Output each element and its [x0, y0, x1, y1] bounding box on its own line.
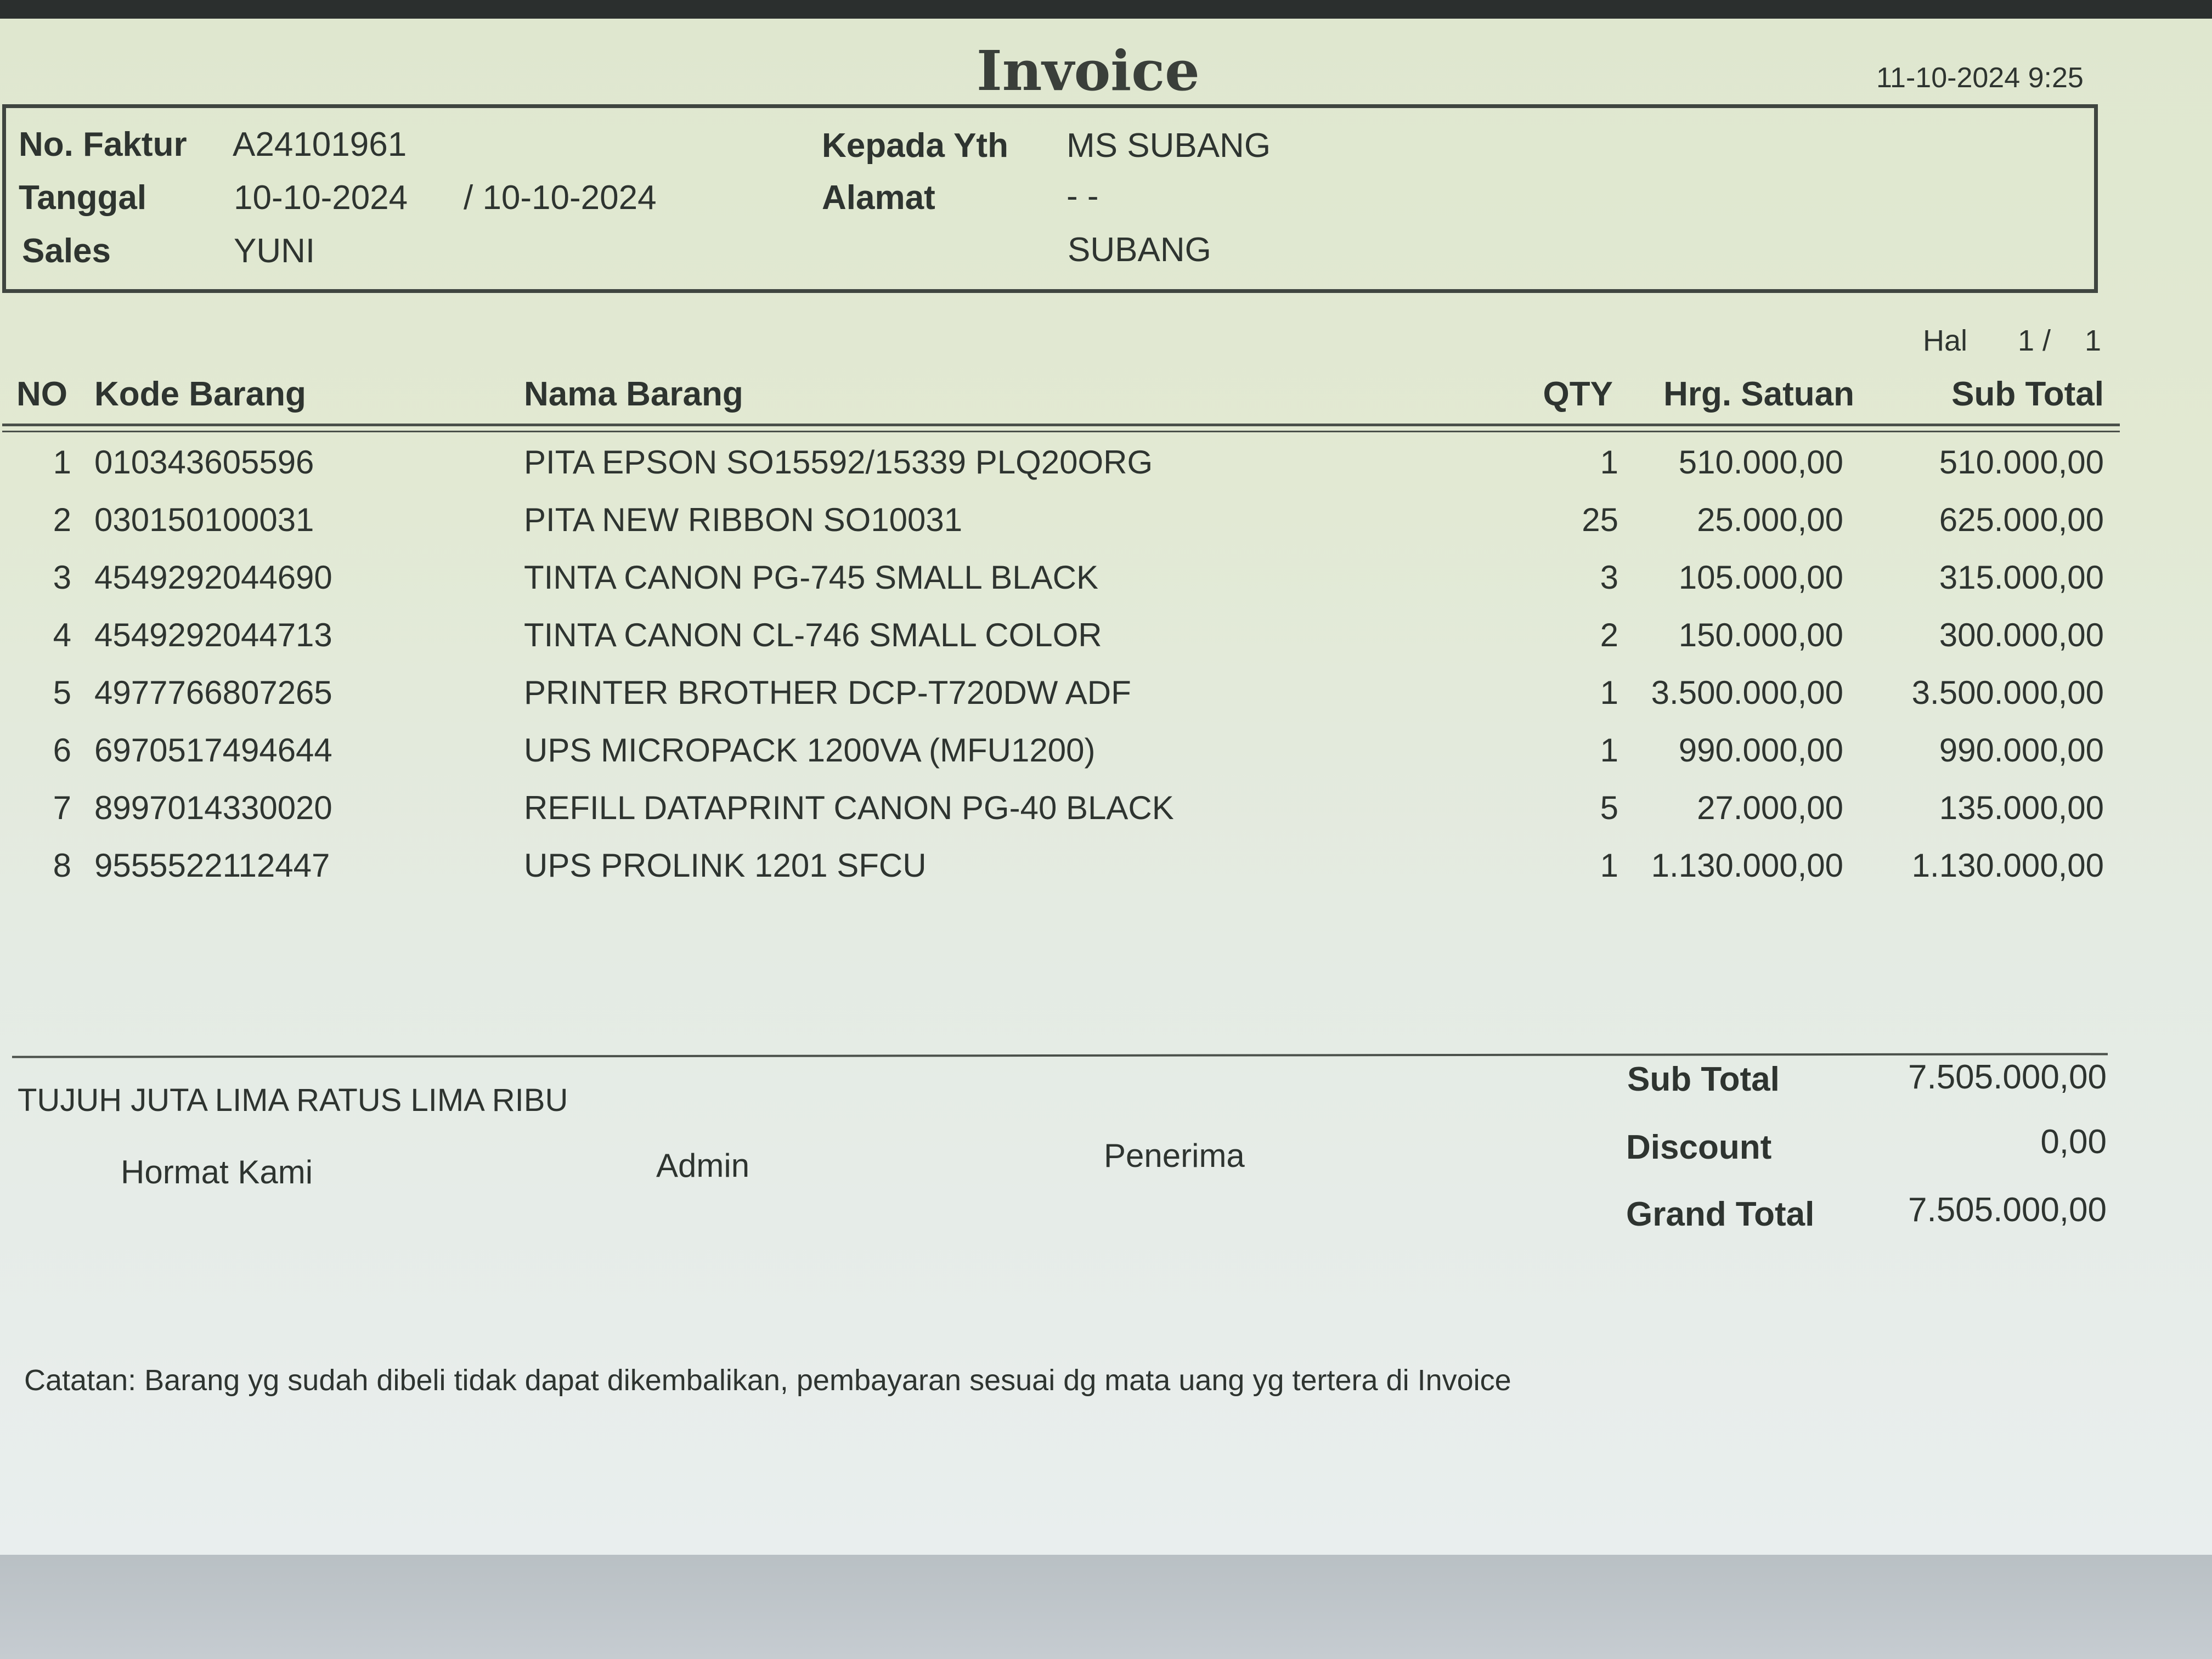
row-no: 2: [53, 501, 71, 538]
signature-admin: Admin: [656, 1147, 750, 1184]
row-harga-satuan: 1.130.000,00: [1651, 847, 1843, 884]
row-nama-barang: TINTA CANON PG-745 SMALL BLACK: [524, 559, 1098, 596]
kepada-yth-label: Kepada Yth: [822, 127, 1008, 165]
row-kode-barang: 8997014330020: [94, 789, 332, 826]
row-nama-barang: PITA NEW RIBBON SO10031: [524, 501, 963, 538]
discount-label: Discount: [1626, 1128, 1772, 1166]
row-harga-satuan: 150.000,00: [1678, 617, 1843, 653]
row-sub-total: 990.000,00: [1939, 732, 2104, 769]
row-qty: 1: [1600, 674, 1618, 711]
alamat-kota-value: SUBANG: [1068, 231, 1211, 269]
grand-total-label: Grand Total: [1626, 1195, 1815, 1233]
column-header-kode-barang: Kode Barang: [94, 375, 306, 413]
column-header-sub-total: Sub Total: [1951, 375, 2104, 413]
header-divider-bottom: [2, 431, 2120, 432]
tanggal-value-2: / 10-10-2024: [464, 179, 657, 217]
no-faktur-label: No. Faktur: [19, 126, 187, 163]
row-nama-barang: TINTA CANON CL-746 SMALL COLOR: [524, 617, 1102, 653]
row-sub-total: 315.000,00: [1939, 559, 2104, 596]
row-qty: 1: [1600, 732, 1618, 769]
screen-bottom-edge: [0, 1555, 2212, 1659]
discount-value: 0,00: [2040, 1123, 2107, 1161]
row-qty: 1: [1600, 847, 1618, 884]
row-no: 4: [53, 617, 71, 653]
catatan-note: Catatan: Barang yg sudah dibeli tidak dapat dikembalikan, pembayaran sesuai dg mata uang yg tertera di Invoice: [24, 1364, 1511, 1397]
row-sub-total: 625.000,00: [1939, 501, 2104, 538]
signature-penerima: Penerima: [1104, 1137, 1245, 1174]
row-no: 7: [53, 789, 71, 826]
row-kode-barang: 9555522112447: [94, 847, 330, 884]
column-header-harga-satuan: Hrg. Satuan: [1663, 375, 1854, 413]
row-sub-total: 1.130.000,00: [1911, 847, 2104, 884]
row-nama-barang: REFILL DATAPRINT CANON PG-40 BLACK: [524, 789, 1174, 826]
tanggal-value-1: 10-10-2024: [234, 179, 408, 217]
row-nama-barang: PITA EPSON SO15592/15339 PLQ20ORG: [524, 444, 1153, 481]
page-current: 1 /: [2018, 324, 2051, 357]
sales-label: Sales: [22, 232, 111, 270]
row-harga-satuan: 990.000,00: [1678, 732, 1843, 769]
row-no: 5: [53, 674, 71, 711]
row-kode-barang: 4977766807265: [94, 674, 332, 711]
monitor-bezel: [0, 0, 2212, 19]
row-kode-barang: 4549292044713: [94, 617, 332, 653]
row-kode-barang: 4549292044690: [94, 559, 332, 596]
row-qty: 5: [1600, 789, 1618, 826]
row-sub-total: 510.000,00: [1939, 444, 2104, 481]
row-no: 3: [53, 559, 71, 596]
grand-total-value: 7.505.000,00: [1908, 1191, 2107, 1229]
row-harga-satuan: 27.000,00: [1697, 789, 1843, 826]
row-no: 8: [53, 847, 71, 884]
amount-in-words: TUJUH JUTA LIMA RATUS LIMA RIBU: [18, 1082, 568, 1118]
row-sub-total: 3.500.000,00: [1911, 674, 2104, 711]
kepada-yth-value: MS SUBANG: [1066, 127, 1271, 165]
no-faktur-value: A24101961: [233, 126, 407, 163]
row-kode-barang: 6970517494644: [94, 732, 332, 769]
header-divider-top: [2, 424, 2120, 426]
row-sub-total: 135.000,00: [1939, 789, 2104, 826]
row-qty: 1: [1600, 444, 1618, 481]
row-nama-barang: UPS MICROPACK 1200VA (MFU1200): [524, 732, 1096, 769]
row-harga-satuan: 105.000,00: [1678, 559, 1843, 596]
row-no: 1: [53, 444, 71, 481]
print-datetime: 11-10-2024 9:25: [1876, 62, 2084, 94]
sub-total-label: Sub Total: [1627, 1060, 1780, 1098]
row-nama-barang: UPS PROLINK 1201 SFCU: [524, 847, 927, 884]
row-harga-satuan: 510.000,00: [1678, 444, 1843, 481]
row-harga-satuan: 25.000,00: [1697, 501, 1843, 538]
row-harga-satuan: 3.500.000,00: [1651, 674, 1843, 711]
signature-hormat-kami: Hormat Kami: [121, 1154, 313, 1190]
invoice-title: Invoice: [977, 38, 1200, 103]
row-qty: 25: [1582, 501, 1618, 538]
column-header-nama-barang: Nama Barang: [524, 375, 743, 413]
row-kode-barang: 010343605596: [94, 444, 314, 481]
tanggal-label: Tanggal: [19, 179, 147, 217]
sales-value: YUNI: [234, 232, 315, 270]
row-qty: 2: [1600, 617, 1618, 653]
row-nama-barang: PRINTER BROTHER DCP-T720DW ADF: [524, 674, 1131, 711]
sub-total-value: 7.505.000,00: [1908, 1058, 2107, 1096]
row-kode-barang: 030150100031: [94, 501, 314, 538]
row-sub-total: 300.000,00: [1939, 617, 2104, 653]
alamat-label: Alamat: [822, 179, 935, 217]
page-label: Hal: [1923, 324, 1968, 357]
column-header-qty: QTY: [1543, 375, 1613, 413]
column-header-no: NO: [16, 375, 67, 413]
page-total: 1: [2085, 324, 2102, 357]
row-no: 6: [53, 732, 71, 769]
row-qty: 3: [1600, 559, 1618, 596]
alamat-value: - -: [1066, 177, 1099, 215]
